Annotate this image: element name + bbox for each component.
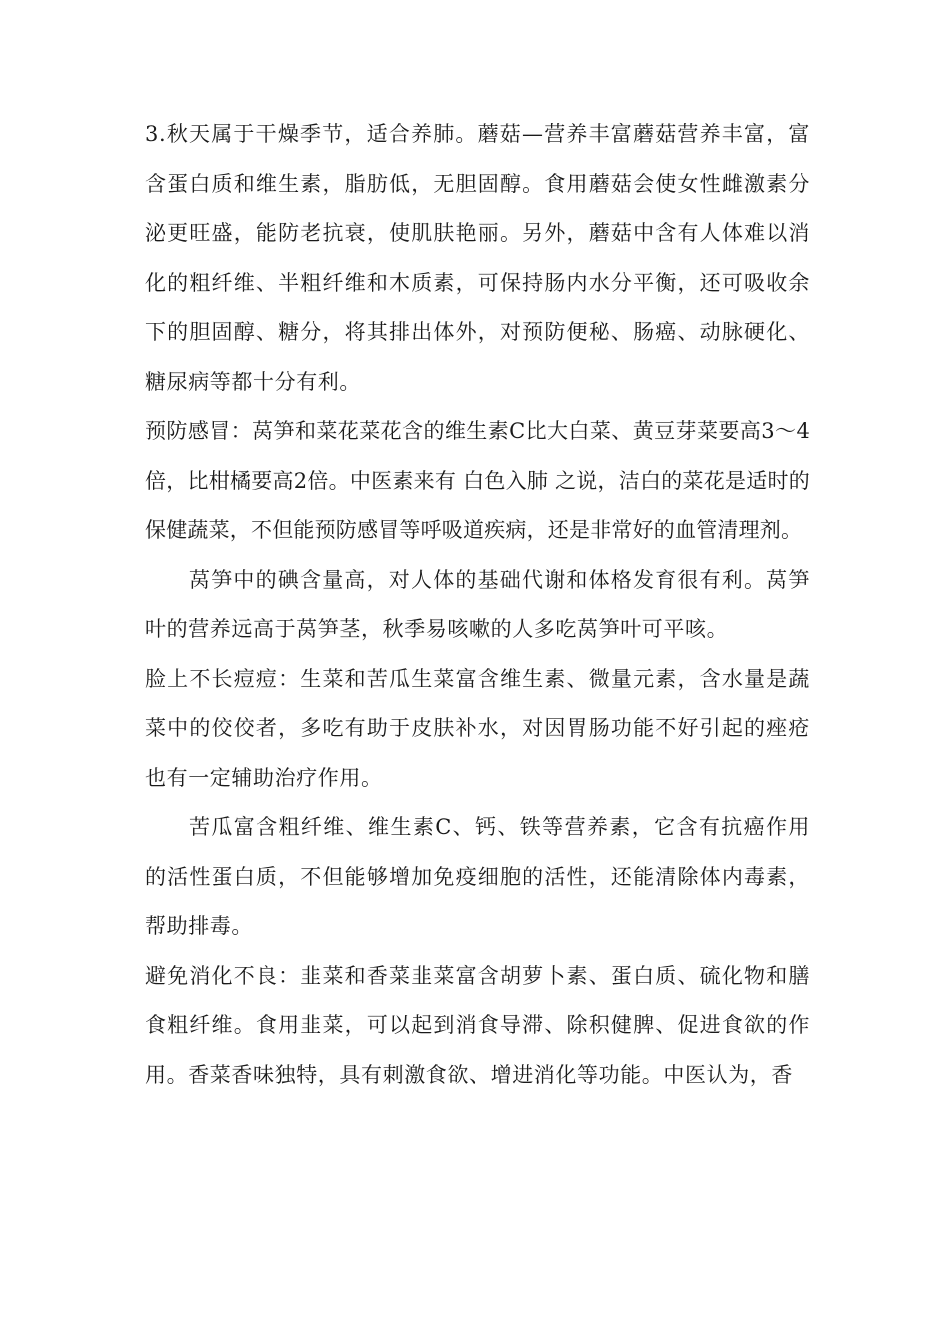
paragraph-acne: 脸上不长痘痘：生菜和苦瓜生菜富含维生素、微量元素，含水量是蔬菜中的佼佼者，多吃有助于皮肤补水，对因胃肠功能不好引起的痤疮也有一定辅助治疗作用。	[145, 666, 810, 790]
paragraph-digestion: 避免消化不良：韭菜和香菜韭菜富含胡萝卜素、蛋白质、硫化物和膳食粗纤维。食用韭菜，可以起到消食导滞、除积健脾、促进食欲的作用。香菜香味独特，具有刺激食欲、增进消化等功能。中医认为，香	[145, 963, 810, 1087]
paragraph-bitter-melon: 苦瓜富含粗纤维、维生素C、钙、铁等营养素，它含有抗癌作用的活性蛋白质，不但能够增加免疫细胞的活性，还能清除体内毒素，帮助排毒。	[145, 815, 810, 938]
paragraph-lettuce-stem: 莴笋中的碘含量高，对人体的基础代谢和体格发育很有利。莴笋叶的营养远高于莴笋茎，秋季易咳嗽的人多吃莴笋叶可平咳。	[145, 567, 810, 641]
paragraph-mushroom: 3.秋天属于干燥季节，适合养肺。蘑菇—营养丰富蘑菇营养丰富，富含蛋白质和维生素，脂肪低，无胆固醇。食用蘑菇会使女性雌激素分泌更旺盛，能防老抗衰，使肌肤艳丽。另外，蘑菇中含有人体难以消化的粗纤维、半粗纤维和木质素，可保持肠内水分平衡，还可吸收余下的胆固醇、糖分，将其排出体外，对预防便秘、肠癌、动脉硬化、糖尿病等都十分有利。	[145, 122, 810, 394]
paragraph-prevent-cold: 预防感冒：莴笋和菜花菜花含的维生素C比大白菜、黄豆芽菜要高3～4倍，比柑橘要高2倍。中医素来有 白色入肺 之说，洁白的菜花是适时的保健蔬菜，不但能预防感冒等呼吸道疾病，还是非常好的血管清理剂。	[145, 419, 810, 542]
document-body	[145, 110, 810, 1100]
